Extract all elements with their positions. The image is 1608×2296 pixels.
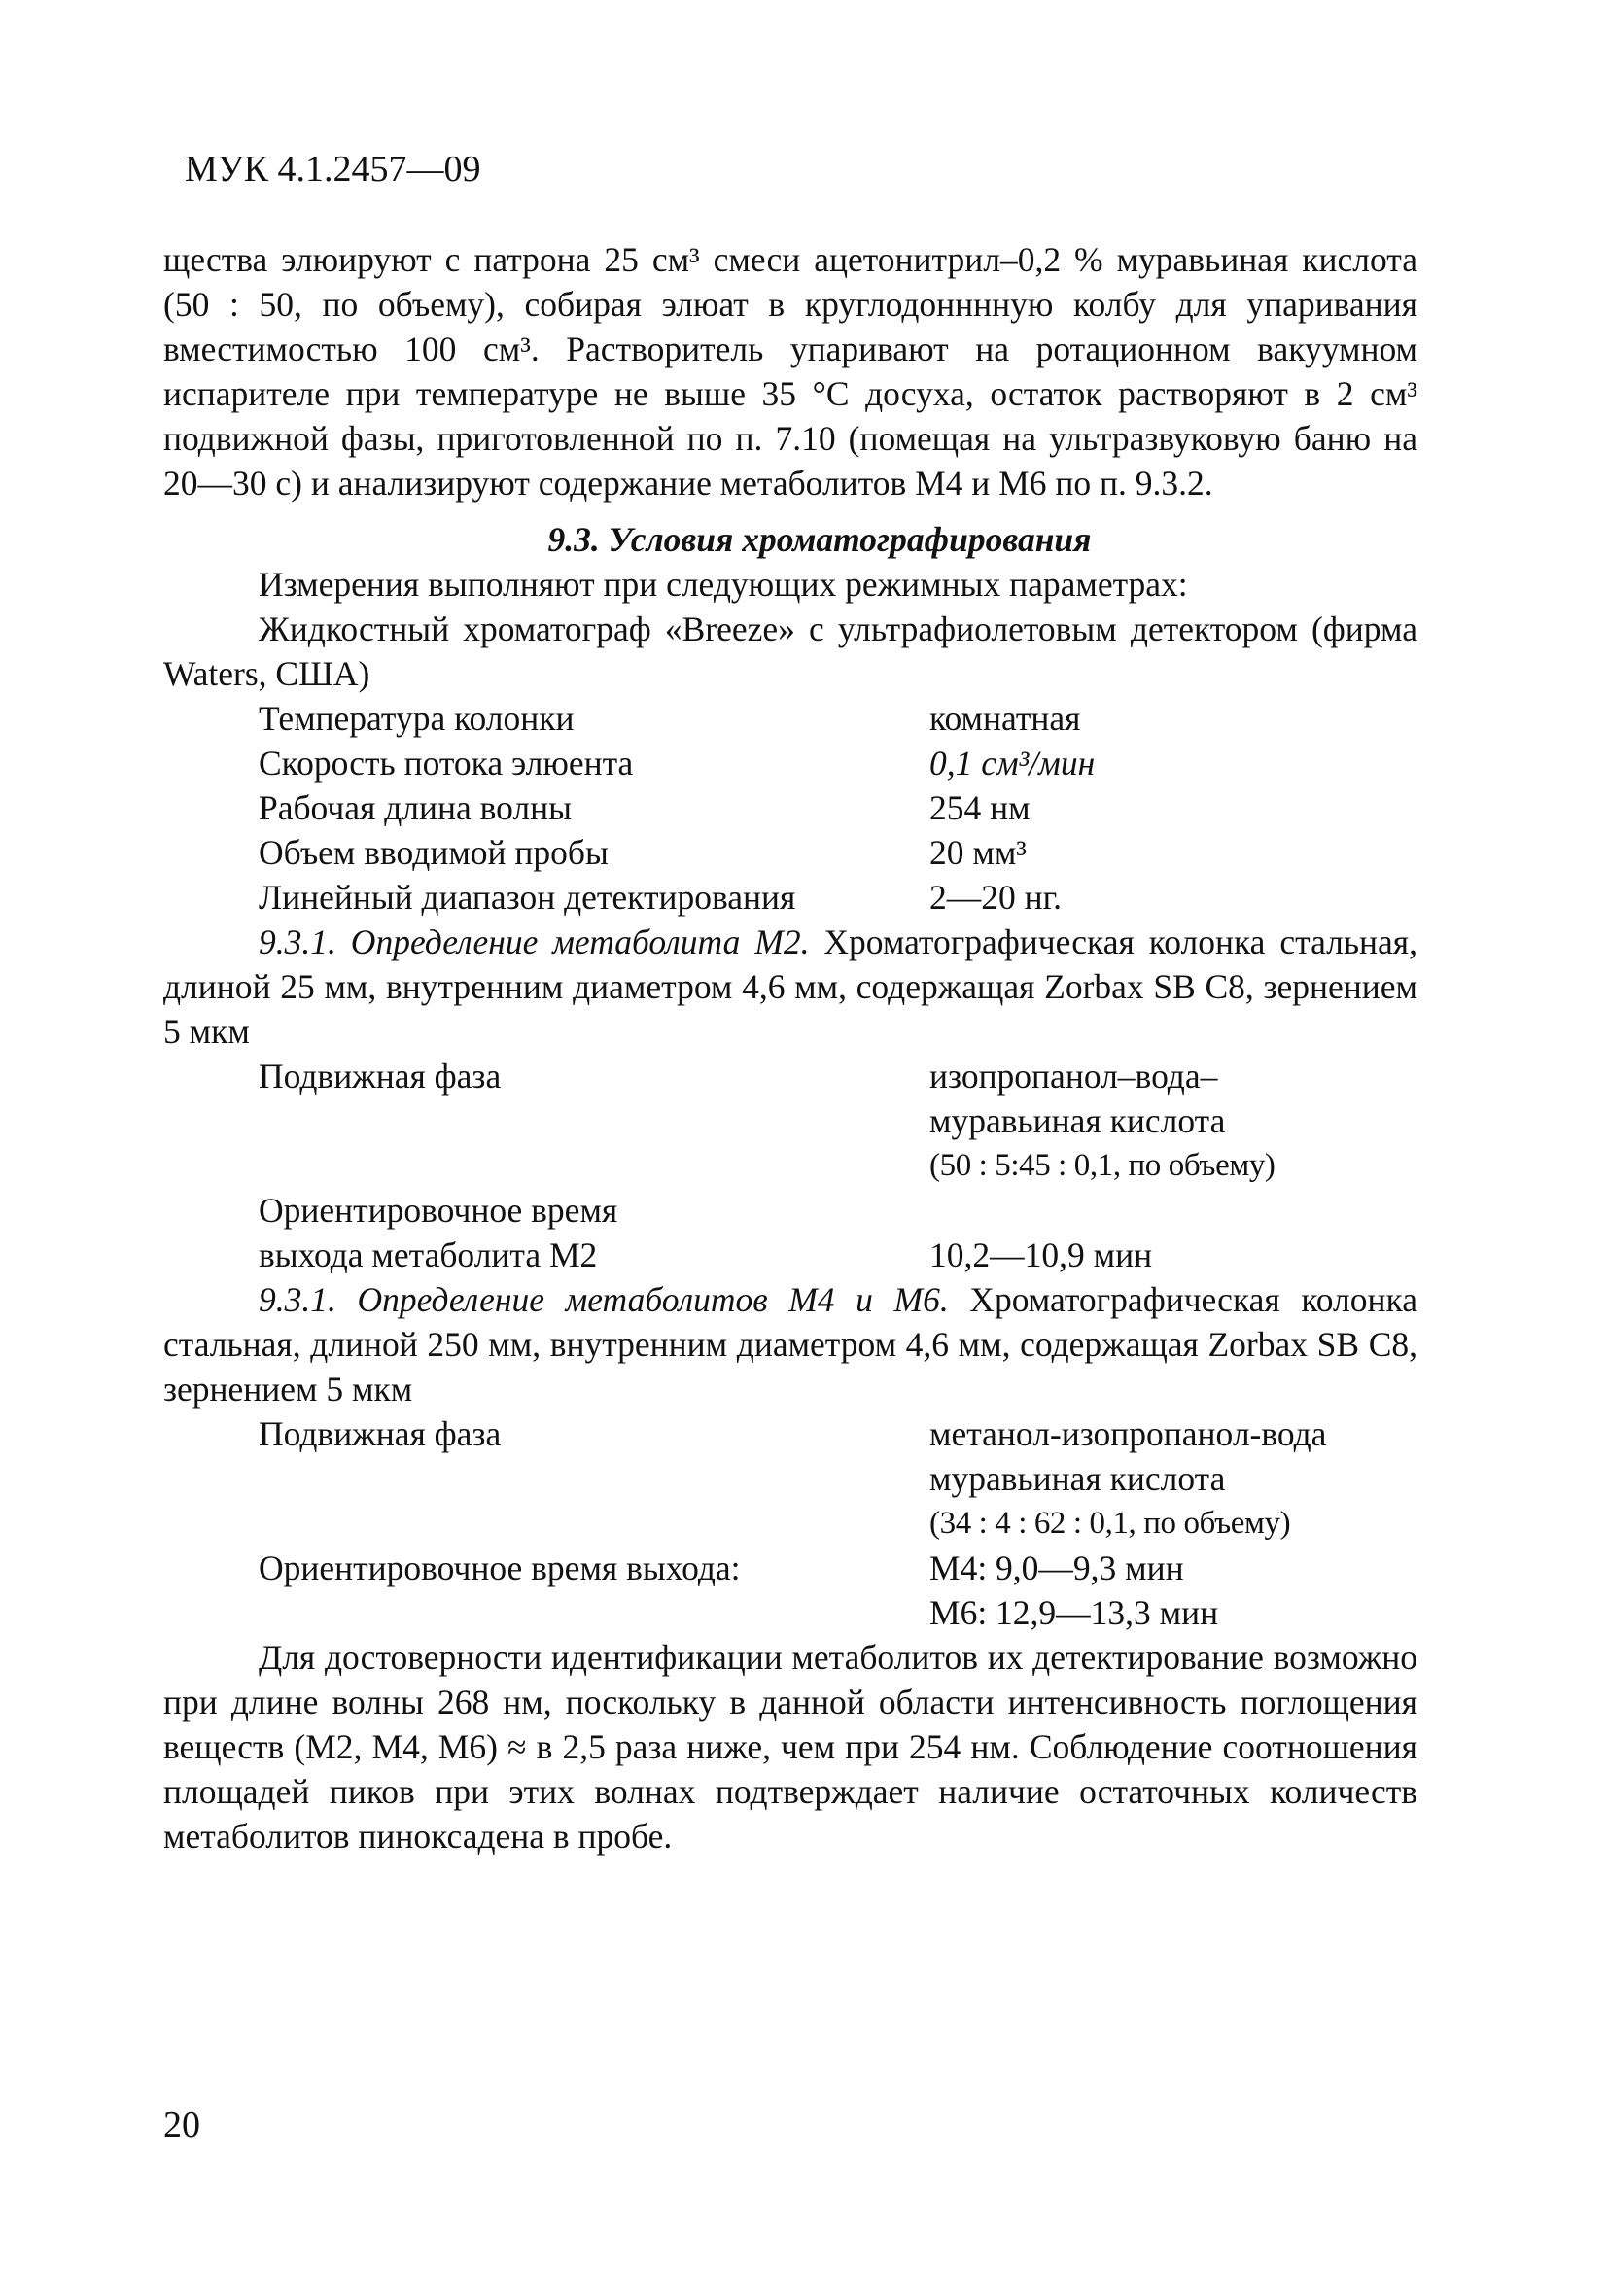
mobile-phase-label: Подвижная фаза <box>259 1414 502 1453</box>
param-value: 0,1 см³/мин <box>929 744 1096 783</box>
m4m6-conditions-table <box>259 1411 1417 1635</box>
subsection-m2-paragraph <box>163 920 1417 1054</box>
retention-label: Ориентировочное время <box>259 1191 618 1230</box>
retention-label: выхода метаболита М2 <box>259 1235 598 1274</box>
intro-paragraph: щества элюируют с патрона 25 см³ смеси ацетонитрил–0,2 % муравьиная кислота (50 : 50, по объему), собирая элюат в круглодонннную колбу для упаривания вместимостью 100 см³. Растворитель упаривают на ротационном вакуумном испарителе при температуре не выше 35 °С досуха, остаток растворяют в 2 см³ подвижной фазы, приготовленной по п. 7.10 (помещая на ультразвуковую баню на 20—30 с) и анализируют содержание метаболитов М4 и М6 по п. 9.3.2. <box>163 240 1417 503</box>
page-number: 20 <box>163 2105 200 2145</box>
retention-label: Ориентировочное время выхода: <box>259 1548 741 1587</box>
param-label: Температура колонки <box>259 699 575 738</box>
param-value: комнатная <box>929 699 1081 738</box>
closing-paragraph: Для достоверности идентификации метаболитов их детектирование возможно при длине волны 268 нм, поскольку в данной области интенсивность поглощения веществ (М2, М4, М6) ≈ в 2,5 раза ниже, чем при 254 нм. Соблюдение соотношения площадей пиков при этих волнах подтверждает наличие остаточных количеств метаболитов пиноксадена в пробе. <box>163 1638 1417 1856</box>
mobile-phase-ratio: (50 : 5:45 : 0,1, по объему) <box>929 1148 1276 1183</box>
subsection-m4m6-paragraph <box>163 1277 1417 1411</box>
param-label: Скорость потока элюента <box>259 744 634 783</box>
mobile-phase-value: метанол-изопропанол-вода <box>929 1414 1327 1453</box>
param-value: 254 нм <box>929 788 1031 827</box>
section-heading: 9.3. Условия хроматографирования <box>547 520 1092 559</box>
document-body <box>163 0 1417 1859</box>
instrument-paragraph: Жидкостный хроматограф «Breeze» с ультрафиолетовым детектором (фирма Waters, США) <box>163 609 1417 693</box>
param-label: Рабочая длина волны <box>259 788 572 827</box>
param-row <box>259 830 1417 875</box>
param-row <box>259 741 1417 785</box>
chromatography-params-table <box>259 696 1417 920</box>
param-value: 2—20 нг. <box>929 878 1063 917</box>
mobile-phase-value: изопропанол–вода– <box>929 1057 1218 1096</box>
subsection-m4m6-text: Хроматографическая колонка стальная, длиной 250 мм, внутренним диаметром 4,6 мм, содержащая Zorbax SB C8, зернением 5 мкм <box>163 1280 1417 1409</box>
param-label: Объем вводимой пробы <box>259 833 609 872</box>
param-value: 20 мм³ <box>929 833 1027 872</box>
retention-value-m4: М4: 9,0—9,3 мин <box>929 1548 1184 1587</box>
subsection-m2-title: 9.3.1. Определение метаболита М2. <box>259 922 810 961</box>
param-row <box>259 875 1417 920</box>
m2-conditions-table <box>259 1054 1417 1277</box>
param-row <box>259 785 1417 830</box>
mobile-phase-ratio: (34 : 4 : 62 : 0,1, по объему) <box>929 1506 1291 1541</box>
mobile-phase-label: Подвижная фаза <box>259 1057 502 1096</box>
subsection-m4m6-title: 9.3.1. Определение метаболитов М4 и М6. <box>259 1280 949 1319</box>
mobile-phase-value: муравьиная кислота <box>929 1101 1226 1140</box>
section-lead: Измерения выполняют при следующих режимных параметрах: <box>259 565 1188 604</box>
param-label: Линейный диапазон детектирования <box>259 878 796 917</box>
subsection-m2-text: Хроматографическая колонка стальная, длиной 25 мм, внутренним диаметром 4,6 мм, содержащая Zorbax SB C8, зернением 5 мкм <box>163 922 1417 1051</box>
retention-value: 10,2—10,9 мин <box>929 1235 1153 1274</box>
retention-value-m6: М6: 12,9—13,3 мин <box>929 1593 1219 1632</box>
document-header: МУК 4.1.2457—09 <box>185 149 481 190</box>
param-row <box>259 696 1417 741</box>
mobile-phase-value: муравьиная кислота <box>929 1459 1226 1498</box>
